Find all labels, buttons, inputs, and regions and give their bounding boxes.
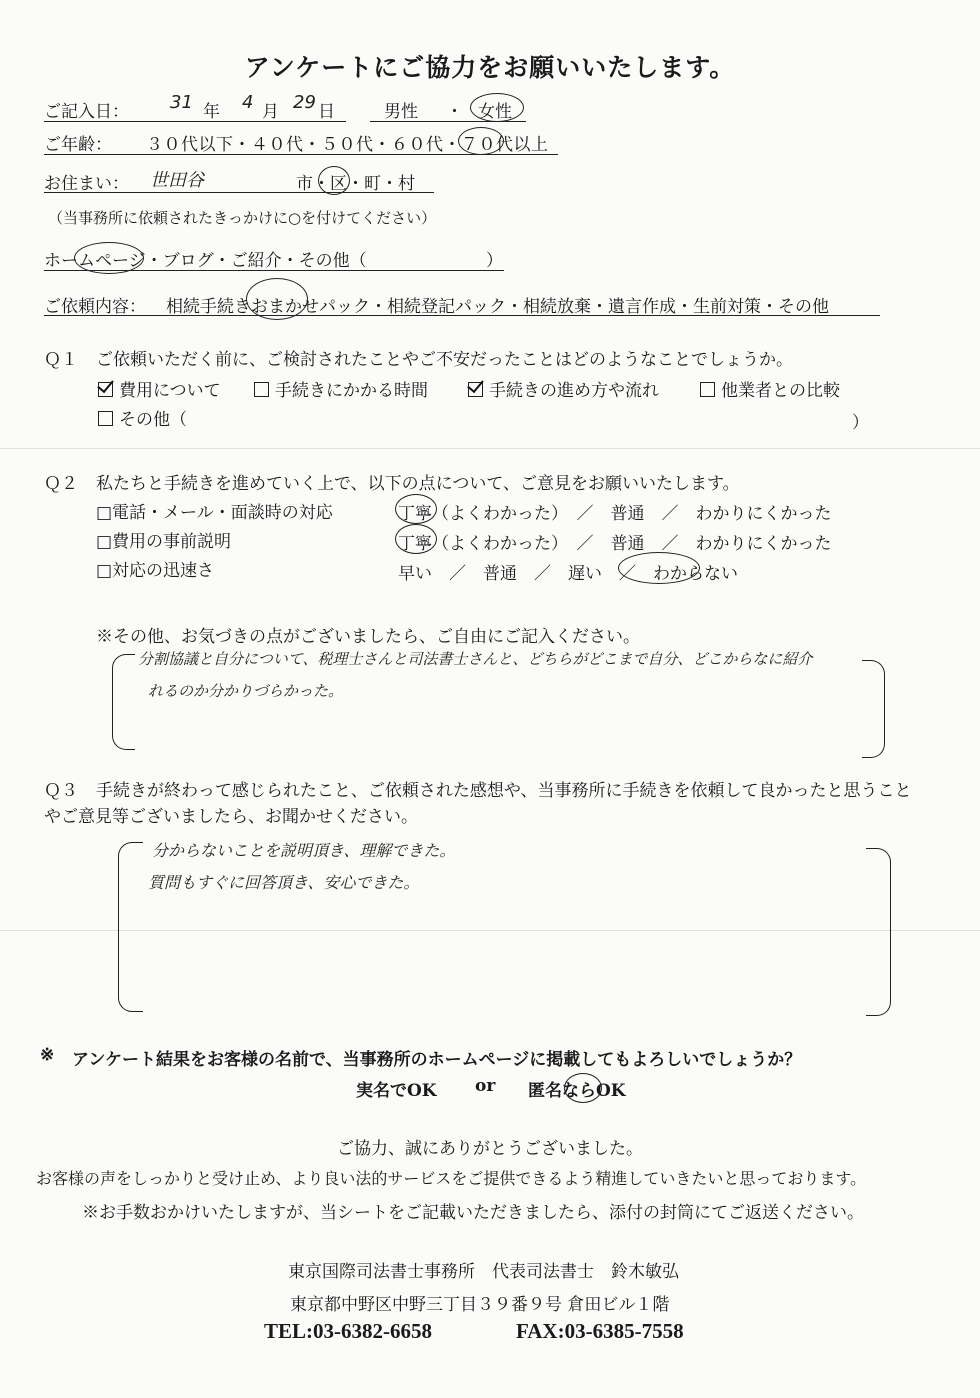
date-label: ご記入日：: [44, 102, 129, 122]
q1-option-cost-label: 費用について: [119, 381, 221, 401]
q2-question: 私たちと手続きを進めていく上で、以下の点について、ご意見をお願いいたします。: [96, 474, 740, 494]
closing-line3: ※お手数おかけいたしますが、当シートをご記載いただきましたら、添付の封筒にてご返送ください。: [82, 1203, 864, 1223]
publish-option-real[interactable]: 実名でOK: [356, 1081, 437, 1101]
q2-row2-answer[interactable]: 丁寧（よくわかった） ／ 普通 ／ わかりにくかった: [398, 534, 832, 554]
q3-comment-box-right: [866, 848, 891, 1016]
gender-underline: [370, 121, 526, 122]
anon-circle-mark: [564, 1073, 602, 1103]
checkbox-checked-icon[interactable]: [468, 382, 483, 397]
q2-comment-box-left: [112, 654, 135, 750]
closing-thanks: ご協力、誠にありがとうございました。: [337, 1139, 643, 1159]
request-underline: [44, 315, 880, 316]
q1-other-close: ）: [852, 413, 869, 433]
checkbox-icon[interactable]: [98, 411, 113, 426]
publish-mark: ※: [40, 1045, 55, 1065]
age-label: ご年齢：: [44, 135, 112, 155]
gender-female-option[interactable]: 女性: [478, 102, 512, 122]
request-options[interactable]: 相続手続きおまかせパック・相続登記パック・相続放棄・遺言作成・生前対策・その他: [166, 297, 829, 317]
row3-unknown-circle-mark: [618, 552, 700, 584]
date-year-value[interactable]: 31: [170, 92, 193, 113]
q1-option-compare-label: 他業者との比較: [721, 381, 840, 401]
request-circle-mark: [246, 278, 308, 320]
q1-question: ご依頼いただく前に、ご検討されたことやご不安だったことはどのようなことでしょうか。: [96, 350, 793, 370]
footer-fax: FAX:03-6385-7558: [516, 1319, 684, 1343]
q1-label: Ｑ１: [44, 350, 78, 370]
q1-option-time[interactable]: [254, 376, 428, 401]
footer-tel: TEL:03-6382-6658: [264, 1319, 432, 1343]
q1-option-process-label: 手続きの進め方や流れ: [489, 381, 659, 401]
request-label: ご依頼内容：: [44, 297, 146, 317]
female-circle-mark: [470, 93, 524, 122]
trigger-underline: [44, 270, 504, 271]
q2-label: Ｑ２: [44, 474, 78, 494]
age-underline: [44, 154, 558, 155]
q1-option-cost[interactable]: [98, 376, 221, 401]
age-options[interactable]: ３０代以下・４０代・５０代・６０代・７０代以上: [146, 135, 549, 155]
closing-line2: お客様の声をしっかりと受け止め、より良い法的サービスをご提供できるよう精進していきたいと思っております。: [36, 1169, 867, 1188]
q2-comment-line1[interactable]: 分割協議と自分について、税理士さんと司法書士さんと、どちらがどこまで自分、どこからなに紹介: [138, 650, 813, 668]
trigger-note: （当事務所に依頼されたきっかけに○を付けてください）: [48, 209, 437, 227]
q1-option-other[interactable]: [98, 405, 187, 430]
trigger-other-close: ）: [486, 251, 503, 271]
q3-question-line1: 手続きが終わって感じられたこと、ご依頼された感想や、当事務所に手続きを依頼して良かったと思うこと: [96, 781, 912, 801]
paper-fold-line: [0, 930, 980, 931]
q3-question-line2: やご意見等ございましたら、お聞かせください。: [44, 807, 418, 827]
q2-comment-box-right: [862, 660, 885, 758]
checkbox-icon[interactable]: [700, 382, 715, 397]
publish-or: or: [475, 1076, 496, 1096]
gender-male-option[interactable]: 男性: [384, 102, 418, 122]
footer-address: 東京都中野区中野三丁目３９番９号 倉田ビル１階: [290, 1295, 670, 1315]
q3-label: Ｑ３: [44, 781, 78, 801]
checkbox-icon[interactable]: [254, 382, 269, 397]
q2-row2-label: □費用の事前説明: [96, 532, 232, 552]
gender-separator: ・: [446, 102, 463, 122]
q3-comment-line1[interactable]: 分からないことを説明頂き、理解できた。: [152, 841, 456, 860]
date-year-unit: 年: [203, 102, 220, 122]
address-value[interactable]: 世田谷: [150, 170, 204, 191]
q2-row3-label: □対応の迅速さ: [96, 561, 215, 581]
date-month-unit: 月: [262, 102, 279, 122]
trigger-options[interactable]: ホームページ・ブログ・ご紹介・その他（: [44, 251, 367, 271]
q1-option-compare[interactable]: [700, 376, 840, 401]
q3-comment-line2[interactable]: 質問もすぐに回答頂き、安心できた。: [148, 873, 420, 892]
q1-option-time-label: 手続きにかかる時間: [275, 381, 428, 401]
row1-polite-circle-mark: [395, 494, 437, 524]
q2-comment-line2[interactable]: れるのか分かりづらかった。: [148, 682, 344, 700]
date-month-value[interactable]: 4: [242, 92, 254, 113]
address-options[interactable]: 市・区・町・村: [296, 174, 415, 194]
q1-option-other-label: その他（: [119, 410, 187, 430]
q2-row1-label: □電話・メール・面談時の対応: [96, 503, 333, 523]
publish-question: アンケート結果をお客様の名前で、当事務所のホームページに掲載してもよろしいでしょうか？: [72, 1050, 802, 1070]
q2-row3-answer[interactable]: 早い ／ 普通 ／ 遅い ／ わからない: [398, 564, 738, 584]
checkbox-checked-icon[interactable]: [98, 382, 113, 397]
date-day-value[interactable]: 29: [293, 92, 316, 113]
ward-circle-mark: [318, 166, 350, 195]
date-underline: [44, 121, 346, 122]
q1-option-process[interactable]: [468, 376, 659, 401]
address-label: お住まい：: [44, 174, 129, 194]
footer-office: 東京国際司法書士事務所 代表司法書士 鈴木敏弘: [288, 1262, 679, 1282]
address-underline: [44, 192, 434, 193]
date-day-unit: 日: [318, 102, 335, 122]
paper-fold-line: [0, 448, 980, 449]
row2-polite-circle-mark: [395, 524, 437, 554]
q3-comment-box-left: [118, 842, 143, 1012]
publish-option-anon[interactable]: 匿名ならOK: [528, 1081, 626, 1101]
q2-row1-answer[interactable]: 丁寧（よくわかった） ／ 普通 ／ わかりにくかった: [398, 504, 832, 524]
page-title: アンケートにご協力をお願いいたします。: [244, 53, 736, 82]
age-70s-circle-mark: [458, 127, 504, 155]
q2-other-note: ※その他、お気づきの点がございましたら、ご自由にご記入ください。: [96, 627, 640, 647]
